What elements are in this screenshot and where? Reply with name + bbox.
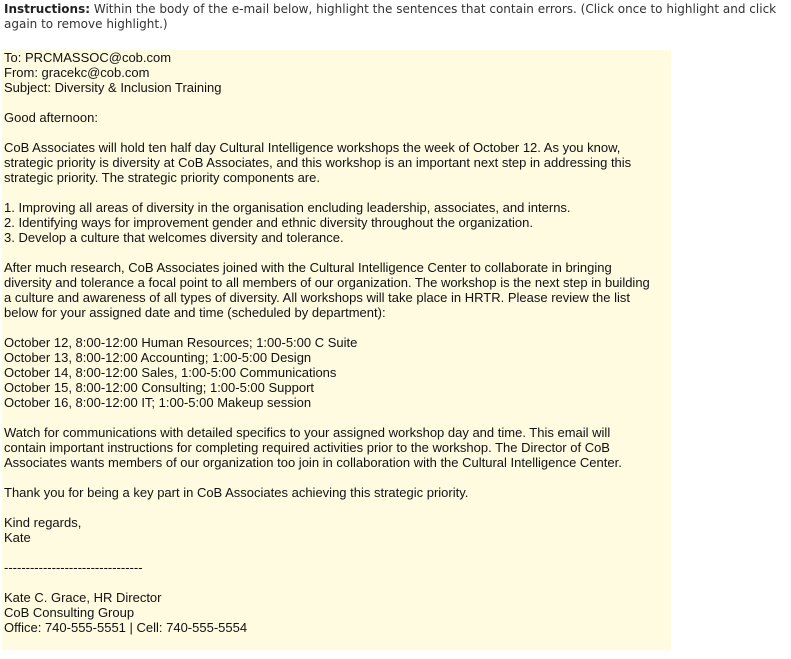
schedule-row[interactable]: October 15, 8:00-12:00 Consulting; 1:00-5:00 Support <box>4 380 315 395</box>
email-greeting[interactable]: Good afternoon: <box>4 110 98 125</box>
list-item[interactable]: 1. Improving all areas of diversity in the organisation encluding leadership, associates, and interns. <box>4 200 571 215</box>
paragraph-2-line-3[interactable]: a culture and awareness of all types of diversity. All workshops will take place in HRTR. Please review the list <box>4 290 630 305</box>
paragraph-3-line-1[interactable]: Watch for communications with detailed specifics to your assigned workshop day and time. This email will <box>4 425 611 440</box>
email-body <box>2 50 671 650</box>
signature-company: CoB Consulting Group <box>4 605 135 620</box>
sender-name: Kate <box>4 530 31 545</box>
paragraph-3-line-3[interactable]: Associates wants members of our organization too join in collaboration with the Cultural Intelligence Center. <box>4 455 622 470</box>
schedule-row[interactable]: October 13, 8:00-12:00 Accounting; 1:00-5:00 Design <box>4 350 312 365</box>
instructions-text: Within the body of the e-mail below, highlight the sentences that contain errors. (Click once to highlight and click again to remove highlight.) <box>4 2 777 31</box>
signature-phone: Office: 740-555-5551 | Cell: 740-555-5554 <box>4 620 248 635</box>
paragraph-2-line-1[interactable]: After much research, CoB Associates joined with the Cultural Intelligence Center to collaborate in bringing <box>4 260 612 275</box>
schedule-row[interactable]: October 14, 8:00-12:00 Sales, 1:00-5:00 Communications <box>4 365 337 380</box>
instructions <box>4 2 789 32</box>
paragraph-1-line-3[interactable]: strategic priority. The strategic priority components are. <box>4 170 320 185</box>
list-item[interactable]: 3. Develop a culture that welcomes diversity and tolerance. <box>4 230 344 245</box>
email-to: To: PRCMASSOC@cob.com <box>4 50 172 65</box>
schedule-row[interactable]: October 16, 8:00-12:00 IT; 1:00-5:00 Makeup session <box>4 395 312 410</box>
closing: Kind regards, <box>4 515 82 530</box>
paragraph-1-line-2[interactable]: strategic priority is diversity at CoB Associates, and this workshop is an important next step in addressing this <box>4 155 632 170</box>
instructions-label: Instructions: <box>4 2 91 16</box>
signature-divider: -------------------------------- <box>4 560 143 575</box>
list-item[interactable]: 2. Identifying ways for improvement gender and ethnic diversity throughout the organization. <box>4 215 533 230</box>
email-subject: Subject: Diversity & Inclusion Training <box>4 80 222 95</box>
signature-name: Kate C. Grace, HR Director <box>4 590 162 605</box>
schedule-row[interactable]: October 12, 8:00-12:00 Human Resources; 1:00-5:00 C Suite <box>4 335 358 350</box>
paragraph-2-line-2[interactable]: diversity and tolerance a focal point to all members of our organization. The workshop is the next step in building <box>4 275 650 290</box>
paragraph-1-line-1[interactable]: CoB Associates will hold ten half day Cultural Intelligence workshops the week of October 12. As you know, <box>4 140 621 155</box>
paragraph-2-line-4[interactable]: below for your assigned date and time (scheduled by department): <box>4 305 386 320</box>
email-from: From: gracekc@cob.com <box>4 65 150 80</box>
paragraph-3-line-2[interactable]: contain important instructions for completing required activities prior to the workshop. The Director of CoB <box>4 440 610 455</box>
thanks-sentence[interactable]: Thank you for being a key part in CoB Associates achieving this strategic priority. <box>4 485 469 500</box>
